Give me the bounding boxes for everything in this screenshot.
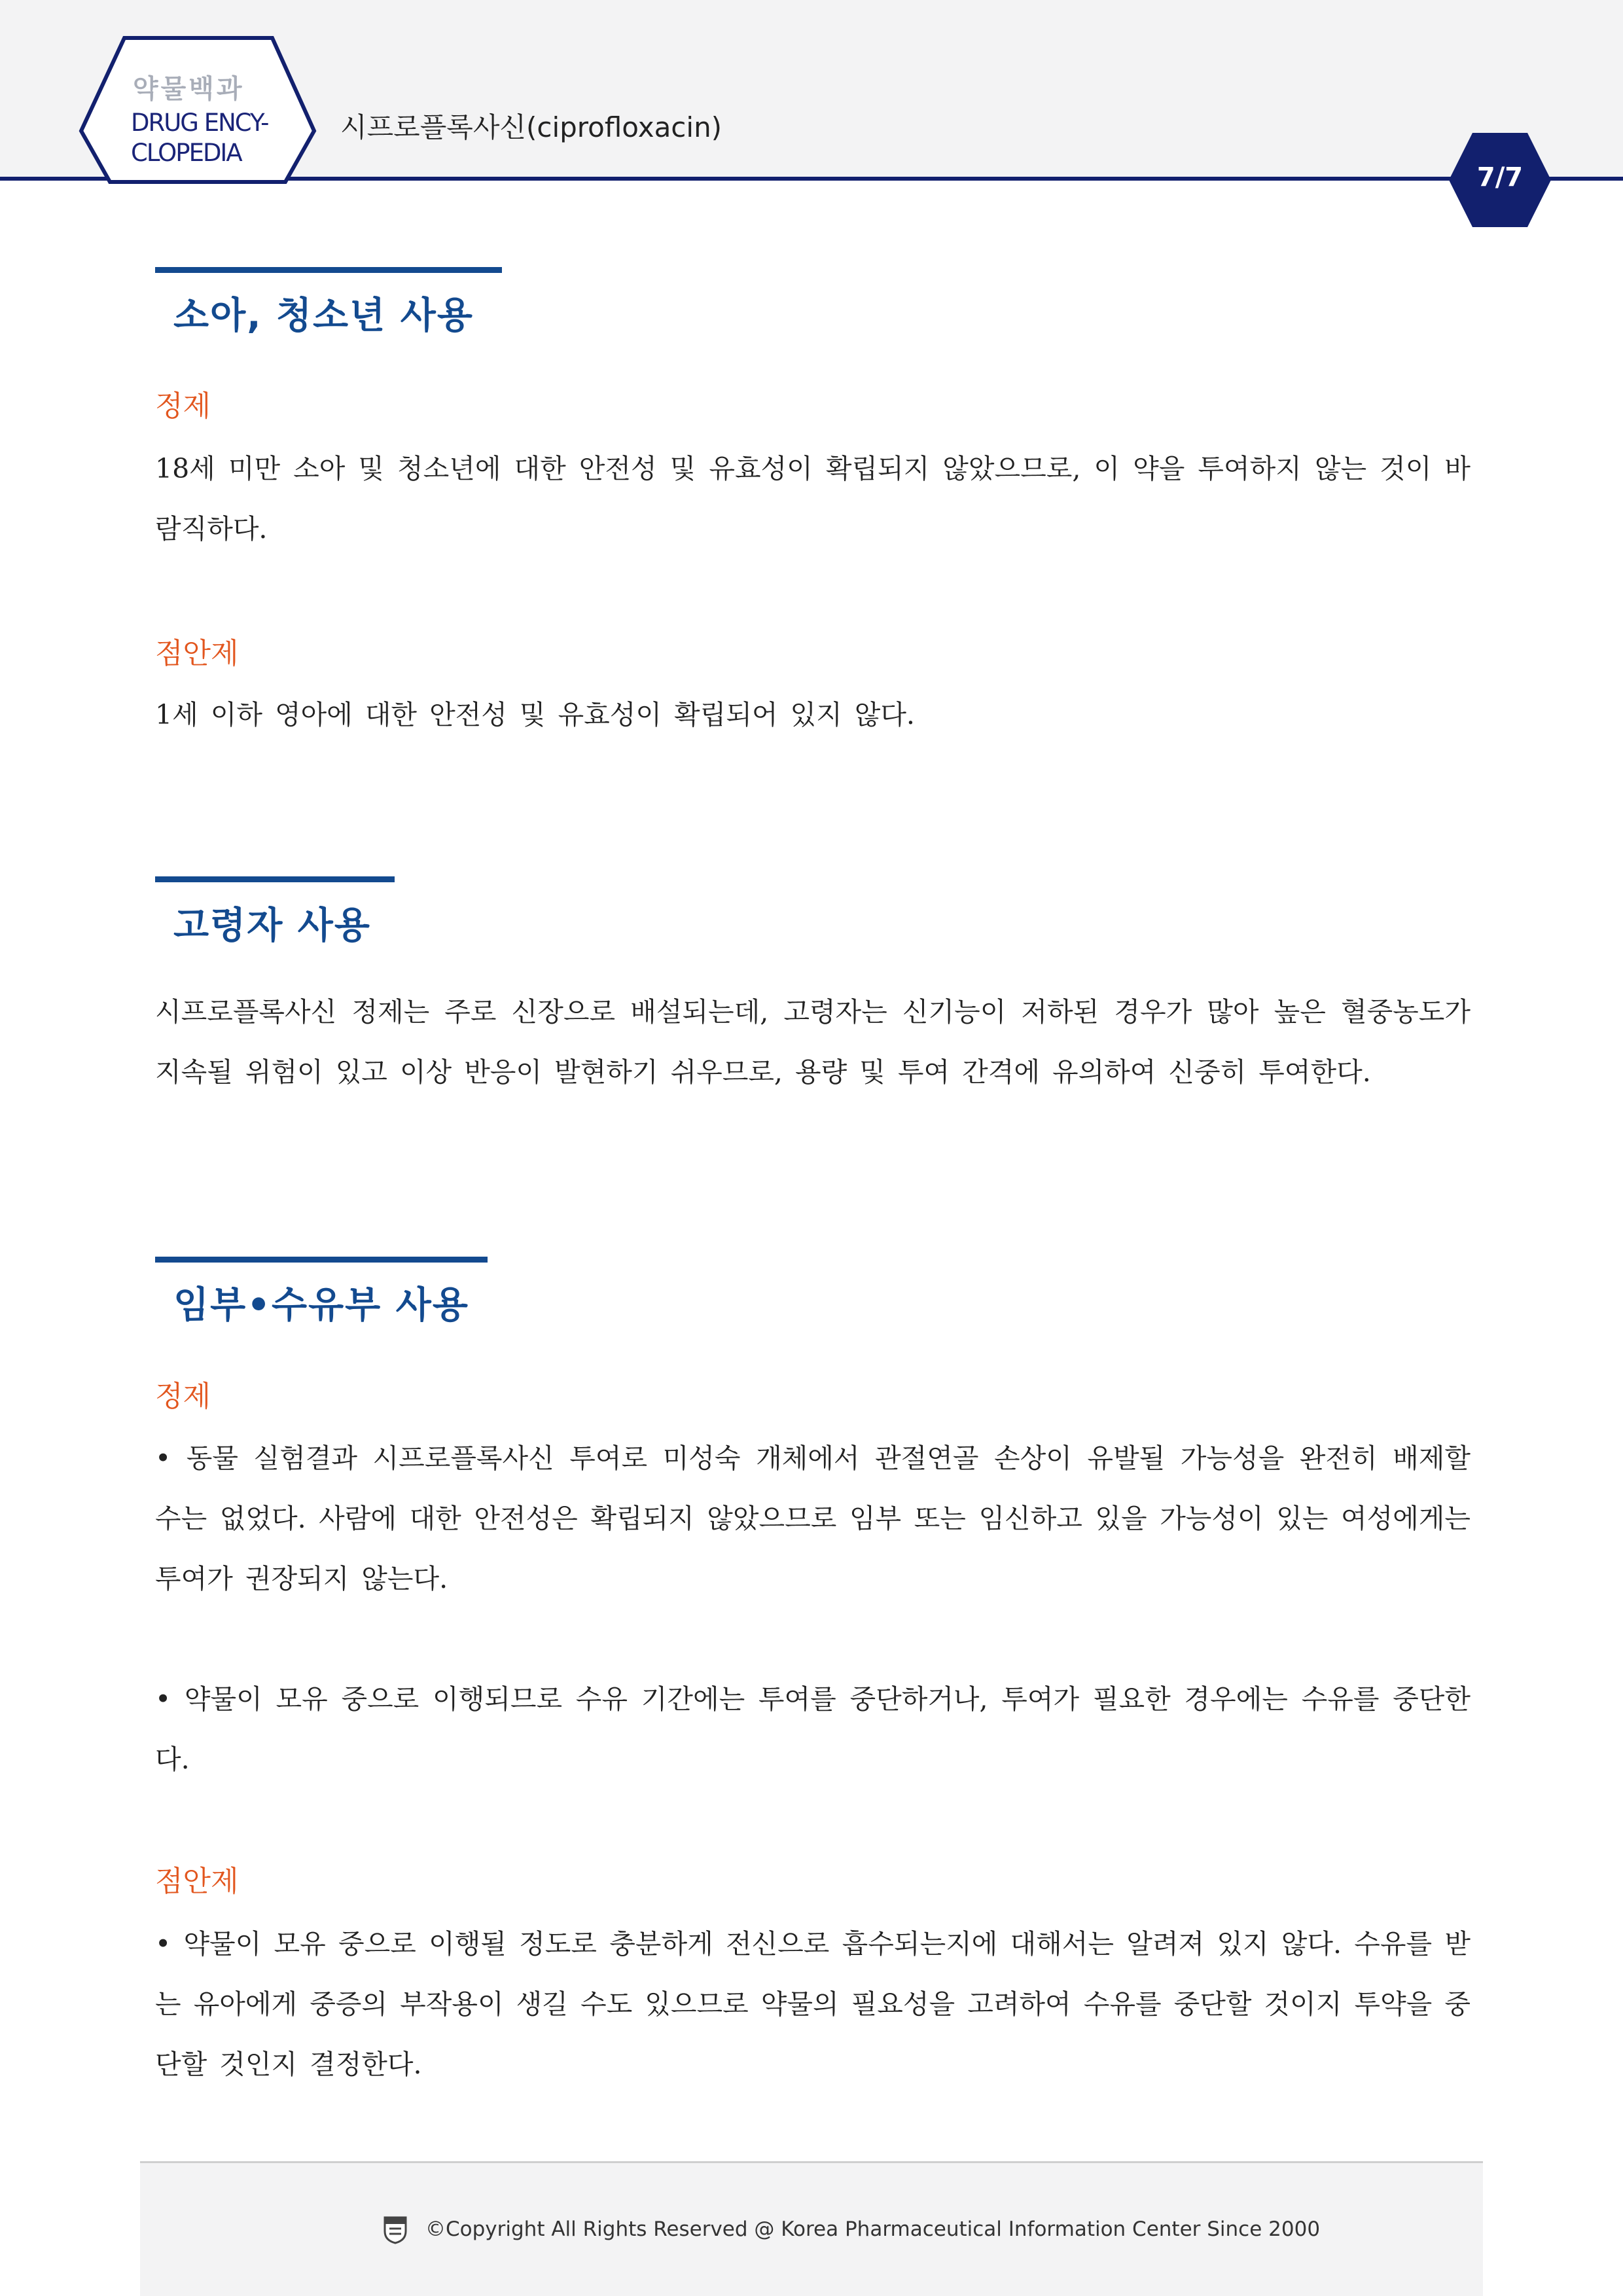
document-title: 시프로플록사신(ciprofloxacin) <box>340 111 722 143</box>
logo-english-line1: DRUG ENCY- <box>131 109 268 137</box>
section-underline-bar <box>155 267 502 273</box>
section-title-pediatric: 소아, 청소년 사용 <box>173 295 474 337</box>
page-indicator: 7/7 <box>1476 162 1524 192</box>
logo-english-line2: CLOPEDIA <box>131 139 241 167</box>
eyedrop-label: 점안제 <box>155 1865 239 1898</box>
logo-korean-text: 약물백과 <box>133 74 245 104</box>
tablet-label: 정제 <box>155 389 211 423</box>
pregnancy-tablet-bullet-2: • 약물이 모유 중으로 이행되므로 수유 기간에는 투여를 중단하거나, 투여가 필요한 경우에는 수유를 중단한다. <box>155 1683 1471 1775</box>
section-title-elderly: 고령자 사용 <box>173 905 371 947</box>
section-underline-bar <box>155 1257 488 1263</box>
kpic-emblem-icon <box>383 2215 408 2244</box>
elderly-text: 시프로플록사신 정제는 주로 신장으로 배설되는데, 고령자는 신기능이 저하된 경우가 많아 높은 혈중농도가 지속될 위험이 있고 이상 반응이 발현하기 쉬우므로, 용량 및 투여 간격에 유의하여 신중히 투여한다. <box>155 996 1471 1088</box>
section-title-pregnancy: 임부•수유부 사용 <box>173 1284 469 1327</box>
pediatric-tablet-text: 18세 미만 소아 및 청소년에 대한 안전성 및 유효성이 확립되지 않았으므로, 이 약을 투여하지 않는 것이 바람직하다. <box>155 453 1471 545</box>
pediatric-eyedrop-text: 1세 이하 영아에 대한 안전성 및 유효성이 확립되어 있지 않다. <box>155 699 915 730</box>
footer-copyright: ©Copyright All Rights Reserved @ Korea Pharmaceutical Information Center Since 2000 <box>425 2217 1321 2241</box>
pregnancy-tablet-bullet-1: • 동물 실험결과 시프로플록사신 투여로 미성숙 개체에서 관절연골 손상이 유발될 가능성을 완전히 배제할 수는 없었다. 사람에 대한 안전성은 확립되지 않았으므로 임부 또는 임신하고 있을 가능성이 있는 여성에게는 투여가 권장되지 않는다. <box>155 1443 1471 1594</box>
pregnancy-eyedrop-bullet-1: • 약물이 모유 중으로 이행될 정도로 충분하게 전신으로 흡수되는지에 대해서는 알려져 있지 않다. 수유를 받는 유아에게 중증의 부작용이 생길 수도 있으므로 약물의 필요성을 고려하여 수유를 중단할 것이지 투약을 중단할 것인지 결정한다. <box>155 1928 1471 2080</box>
eyedrop-label: 점안제 <box>155 637 239 670</box>
section-underline-bar <box>155 876 395 882</box>
tablet-label: 정제 <box>155 1380 211 1413</box>
